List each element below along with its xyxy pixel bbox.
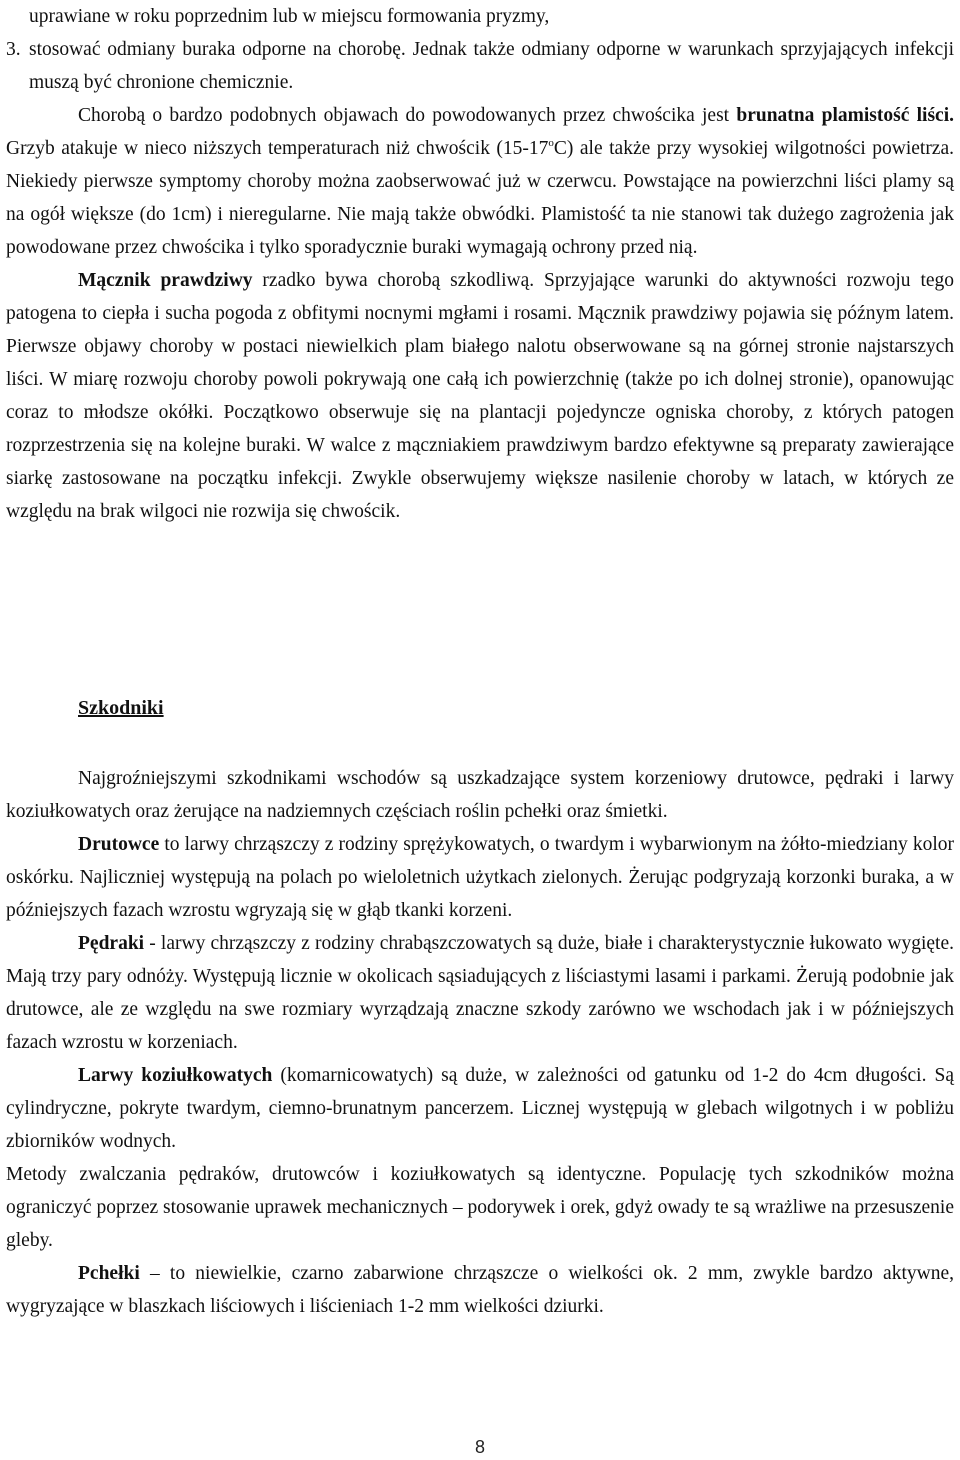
paragraph-pedraki bbox=[6, 927, 954, 1059]
paragraph-maczniak bbox=[6, 264, 954, 528]
bold-term: Pędraki bbox=[78, 933, 145, 954]
bold-term: Larwy koziułkowatych bbox=[78, 1065, 273, 1086]
paragraph-pchelki bbox=[6, 1257, 954, 1323]
paragraph-text: - larwy chrząszczy z rodziny chrabąszczowatych są duże, białe i charakterystycznie łukowato wygięte. Mają trzy pary odnóży. Występują licznie w okolicach sąsiadujących z liściastymi lasami i parkami. Żerują podobnie jak drutowce, ale ze względu na swe rozmiary wyrządzają znaczne szkody zarówno we wschodach jak i w późniejszych fazach wzrostu w korzeniach. bbox=[6, 933, 954, 1053]
paragraph-text: (komarnicowatych) są duże, w zależności od gatunku od 1-2 do 4cm długości. Są cylindryczne, pokryte twardym, ciemno-brunatnym pancerzem. Licznej występują w glebach wilgotnych i w pobliżu zbiorników wodnych. bbox=[6, 1065, 954, 1152]
bold-term: Mącznik prawdziwy bbox=[78, 270, 253, 291]
list-item-3 bbox=[6, 33, 954, 99]
lower-text-block bbox=[6, 762, 954, 1323]
list-number: 3. bbox=[6, 39, 21, 60]
paragraph-metody: Metody zwalczania pędraków, drutowców i koziułkowatych są identyczne. Populację tych szkodników można ograniczyć poprzez stosowanie uprawek mechanicznych – podorywek i orek, gdyż owady te są wrażliwe na przesuszenie gleby. bbox=[6, 1164, 954, 1251]
section-heading: Szkodniki bbox=[78, 697, 164, 719]
paragraph-text: – to niewielkie, czarno zabarwione chrząszcze o wielkości ok. 2 mm, zwykle bardzo aktywne, wygryzające w blaszkach liściowych i liścieniach 1-2 mm wielkości dziurki. bbox=[6, 1263, 954, 1317]
paragraph-text: Chorobą o bardzo podobnych objawach do powodowanych przez chwościka jest bbox=[78, 105, 737, 126]
paragraph-drutowce bbox=[6, 828, 954, 927]
paragraph-brunatna-plamistosc bbox=[6, 99, 954, 264]
paragraph-intro-szkodniki: Najgroźniejszymi szkodnikami wschodów są uszkadzające system korzeniowy drutowce, pędraki i larwy koziułkowatych oraz żerujące na nadziemnych częściach roślin pchełki oraz śmietki. bbox=[6, 768, 954, 822]
list-continuation-line: uprawiane w roku poprzednim lub w miejscu formowania pryzmy, bbox=[29, 6, 550, 27]
degree-superscript: o bbox=[548, 137, 554, 149]
paragraph-text: Grzyb atakuje w nieco niższych temperaturach niż chwościk (15-17 bbox=[6, 138, 549, 159]
page-number: 8 bbox=[474, 1437, 485, 1457]
bold-term: Pchełki bbox=[78, 1263, 140, 1284]
bold-term: brunatna plamistość liści. bbox=[736, 105, 954, 126]
bold-term: Drutowce bbox=[78, 834, 160, 855]
upper-text-block bbox=[6, 0, 954, 528]
list-item-text: stosować odmiany buraka odporne na chorobę. Jednak także odmiany odporne w warunkach sprzyjających infekcji muszą być chronione chemicznie. bbox=[29, 39, 954, 93]
paragraph-larwy bbox=[6, 1059, 954, 1158]
paragraph-text: C) ale także przy wysokiej wilgotności powietrza. Niekiedy pierwsze symptomy choroby można zaobserwować już w czerwcu. Powstające na powierzchni liści plamy są na ogół większe (do 1cm) i nieregularne. Nie mają także obwódki. Plamistość ta nie stanowi tak dużego zagrożenia jak powodowane przez chwościka i tylko sporadycznie buraki wymagają ochrony przed nią. bbox=[6, 138, 954, 258]
paragraph-text: rzadko bywa chorobą szkodliwą. Sprzyjające warunki do aktywności rozwoju tego patogena to ciepła i sucha pogoda z obfitymi nocnymi mgłami i rosami. Mącznik prawdziwy pojawia się późnym latem. Pierwsze objawy choroby w postaci niewielkich plam białego nalotu obserwowane są na górnej stronie najstarszych liści. W miarę rozwoju choroby powoli pokrywają one całą ich powierzchnię (także po ich dolnej stronie), opanowując coraz to młodsze okółki. Początkowo obserwuje się na plantacji pojedyncze ogniska choroby, z których patogen rozprzestrzenia się na kolejne buraki. W walce z mączniakiem prawdziwym bardzo efektywne są preparaty zawierające siarkę zastosowane na początku infekcji. Zwykle obserwujemy większe nasilenie choroby w latach, w których ze względu na brak wilgoci nie rozwija się chwościk. bbox=[6, 270, 955, 522]
paragraph-text: to larwy chrząszczy z rodziny sprężykowatych, o twardym i wybarwionym na żółto-miedziany kolor oskórku. Najliczniej występują na polach po wieloletnich użytkach zielonych. Żerując podgryzają korzonki buraka, a w późniejszych fazach wzrostu wgryzają się w głąb tkanki korzeni. bbox=[6, 834, 954, 921]
